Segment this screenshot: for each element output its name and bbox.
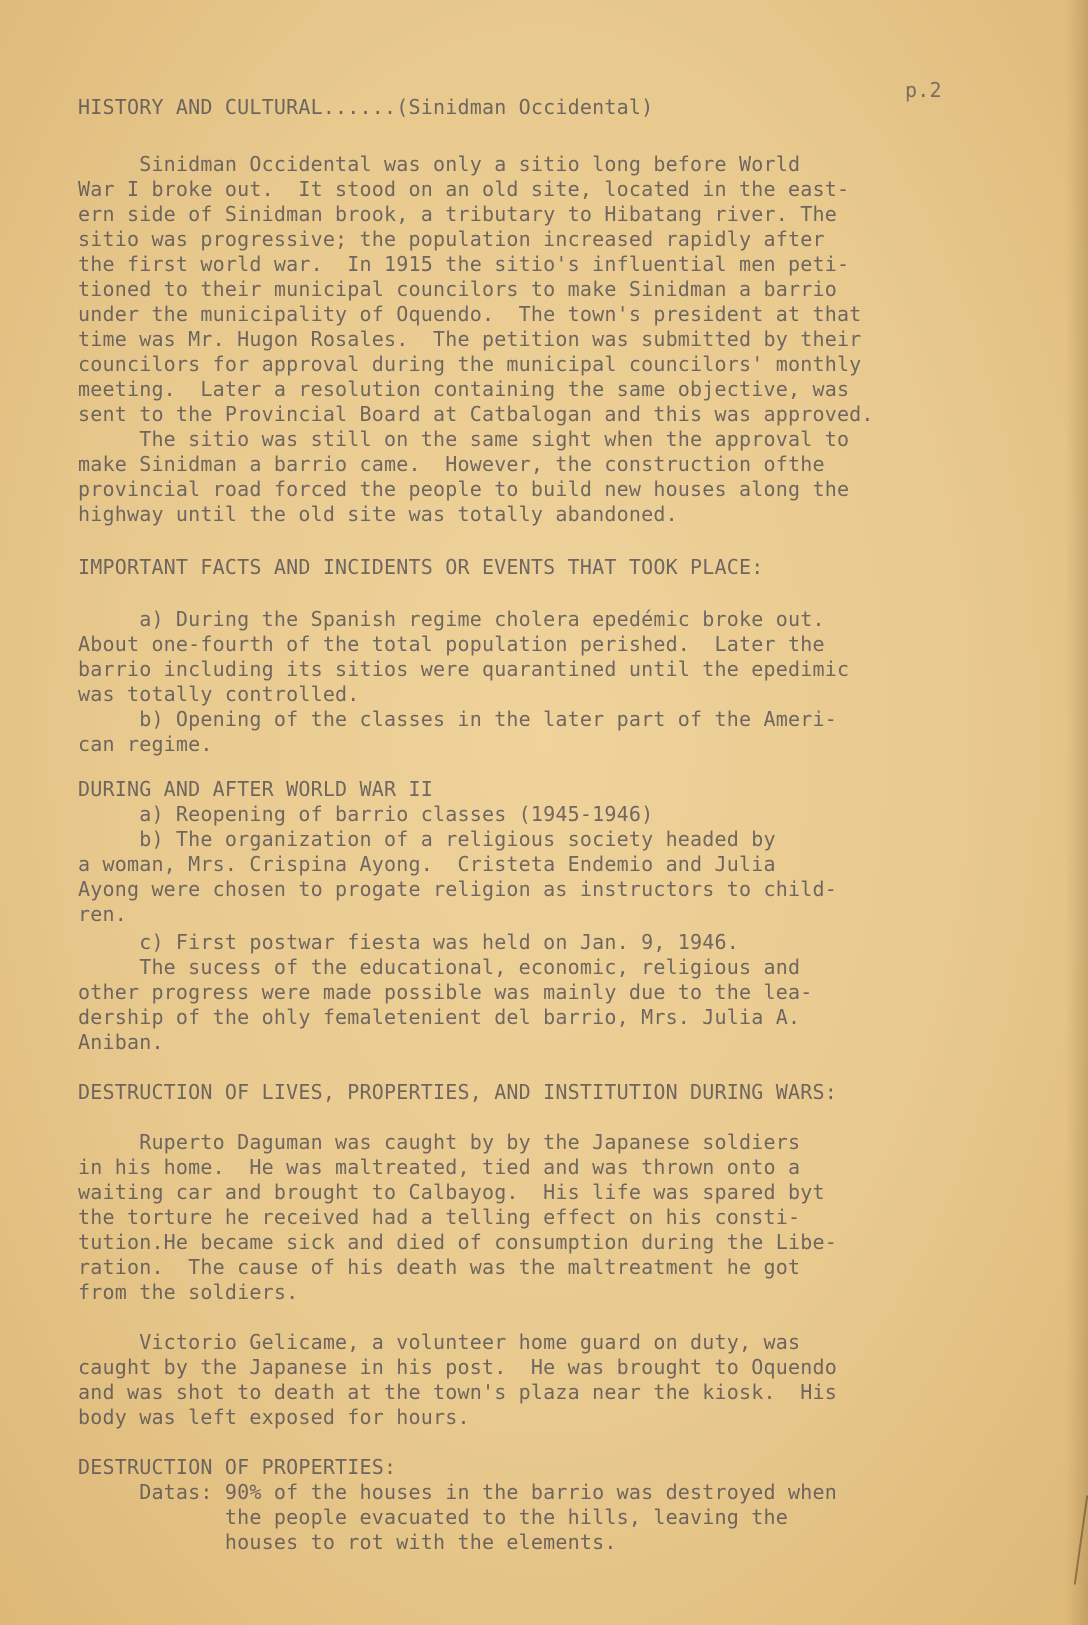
text-line: barrio including its sitios were quarantined until the epedimic [78,657,850,681]
text-line: the people evacuated to the hills, leaving the [78,1505,788,1529]
text-line: tution.He became sick and died of consumption during the Libe- [78,1230,837,1254]
text-line: Aniban. [78,1030,164,1054]
text-line: Datas: 90% of the houses in the barrio was destroyed when [78,1480,837,1504]
text-line: a) During the Spanish regime cholera epedémic broke out. [78,607,825,631]
section-heading-history: HISTORY AND CULTURAL......(Sinidman Occidental) [78,95,654,119]
text-line: ration. The cause of his death was the maltreatment he got [78,1255,801,1279]
text-line: the torture he received had a telling effect on his consti- [78,1205,801,1229]
text-line: from the soldiers. [78,1280,299,1304]
text-line: Sinidman Occidental was only a sitio long before World [78,152,801,176]
text-line: c) First postwar fiesta was held on Jan. 9, 1946. [78,930,740,954]
text-line: About one-fourth of the total population perished. Later the [78,632,825,656]
text-line: waiting car and brought to Calbayog. His life was spared byt [78,1180,825,1204]
text-line: make Sinidman a barrio came. However, the construction ofthe [78,452,825,476]
text-line: caught by the Japanese in his post. He was brought to Oquendo [78,1355,837,1379]
text-line: body was left exposed for hours. [78,1405,470,1429]
section-heading-destruction-of-lives: DESTRUCTION OF LIVES, PROPERTIES, AND INSTITUTION DURING WARS: [78,1080,837,1104]
text-line: provincial road forced the people to build new houses along the [78,477,850,501]
text-line: houses to rot with the elements. [78,1530,617,1554]
text-line: in his home. He was maltreated, tied and was thrown onto a [78,1155,801,1179]
page-number: p.2 [905,78,942,102]
text-line: War I broke out. It stood on an old site, located in the east- [78,177,850,201]
section-heading-world-war-ii: DURING AND AFTER WORLD WAR II [78,777,433,801]
text-line: councilors for approval during the municipal councilors' monthly [78,352,862,376]
text-line: Victorio Gelicame, a volunteer home guard on duty, was [78,1330,801,1354]
text-line: Ruperto Daguman was caught by by the Japanese soldiers [78,1130,801,1154]
text-line: sent to the Provincial Board at Catbalogan and this was approved. [78,402,874,426]
text-line: dership of the ohly femaletenient del barrio, Mrs. Julia A. [78,1005,801,1029]
section-heading-important-facts: IMPORTANT FACTS AND INCIDENTS OR EVENTS THAT TOOK PLACE: [78,555,764,579]
text-line: ern side of Sinidman brook, a tributary to Hibatang river. The [78,202,837,226]
text-line: can regime. [78,732,213,756]
text-line: meeting. Later a resolution containing the same objective, was [78,377,850,401]
text-line: and was shot to death at the town's plaza near the kiosk. His [78,1380,837,1404]
page-edge-shadow [1066,0,1088,1625]
text-line: under the municipality of Oquendo. The town's president at that [78,302,862,326]
text-line: b) Opening of the classes in the later part of the Ameri- [78,707,837,731]
text-line: highway until the old site was totally abandoned. [78,502,678,526]
text-line: other progress were made possible was mainly due to the lea- [78,980,813,1004]
text-line: the first world war. In 1915 the sitio's influential men peti- [78,252,850,276]
text-line: tioned to their municipal councilors to make Sinidman a barrio [78,277,837,301]
text-line: was totally controlled. [78,682,360,706]
text-line: a woman, Mrs. Crispina Ayong. Cristeta Endemio and Julia [78,852,776,876]
text-line: ren. [78,902,127,926]
text-line: time was Mr. Hugon Rosales. The petition was submitted by their [78,327,862,351]
text-line: Ayong were chosen to progate religion as instructors to child- [78,877,837,901]
text-line: The sucess of the educational, economic, religious and [78,955,801,979]
text-line: sitio was progressive; the population increased rapidly after [78,227,825,251]
text-line: b) The organization of a religious society headed by [78,827,776,851]
text-line: a) Reopening of barrio classes (1945-1946) [78,802,654,826]
section-heading-destruction-of-properties: DESTRUCTION OF PROPERTIES: [78,1455,397,1479]
text-line: The sitio was still on the same sight when the approval to [78,427,850,451]
